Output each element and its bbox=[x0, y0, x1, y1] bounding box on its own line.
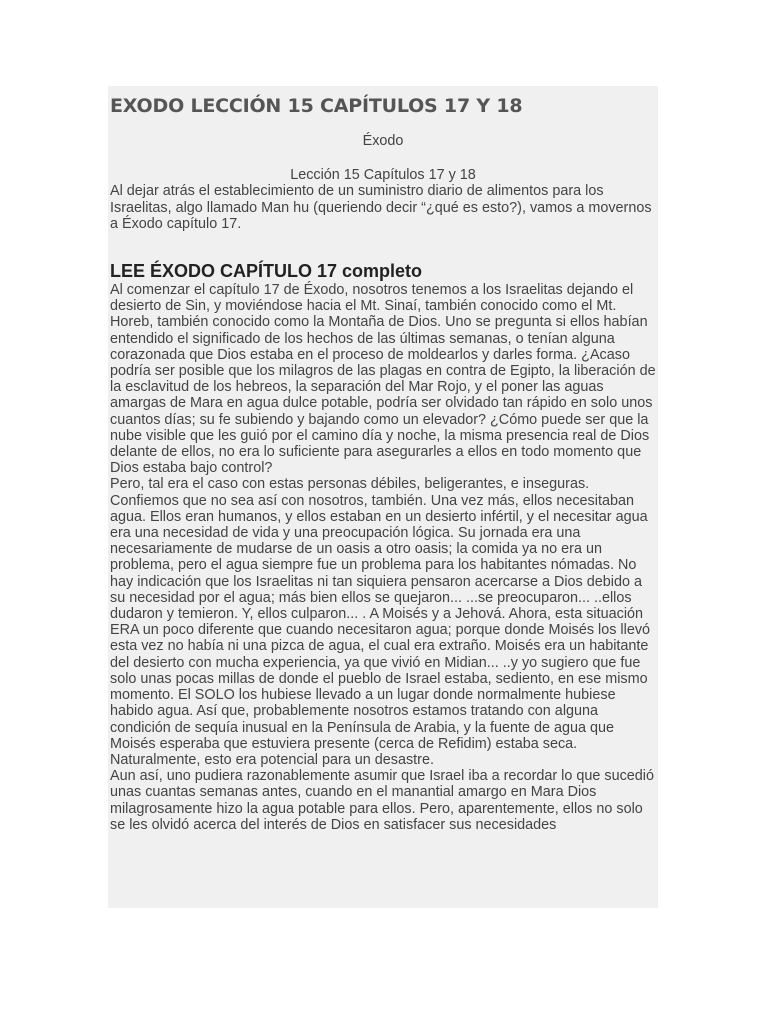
document-title: EXODO LECCIÓN 15 CAPÍTULOS 17 Y 18 bbox=[110, 95, 523, 117]
document-page bbox=[108, 86, 658, 908]
document-content bbox=[108, 86, 658, 833]
section-heading: LEE ÉXODO CAPÍTULO 17 completo bbox=[110, 261, 423, 282]
body-paragraph: Al comenzar el capítulo 17 de Éxodo, nosotros tenemos a los Israelitas dejando el desierto de Sin, y moviéndose hacia el Mt. Sinaí, también conocido como el Mt. Horeb, también conocido como la Montaña de Dios. Uno se pregunta si ellos habían entendido el significado de los hechos de las últimas semanas, o tenían alguna corazonada que Dios estaba en el proceso de moldearlos y darles forma. ¿Acaso podría ser posible que los milagros de las plagas en contra de Egipto, la liberación de la esclavitud de los hebreos, la separación del Mar Rojo, y el poner las aguas amargas de Mara en agua dulce potable, podría ser olvidado tan rápido en solo unos cuantos días; su fe subiendo y bajando como un elevador? ¿Cómo puede ser que la nube visible que les guió por el camino día y noche, la misma presencia real de Dios delante de ellos, no era lo suficiente para asegurarles a ellos en todo momento que Dios estaba bajo control? bbox=[110, 282, 656, 477]
book-subtitle: Éxodo bbox=[362, 133, 404, 149]
lesson-subtitle: Lección 15 Capítulos 17 y 18 bbox=[290, 167, 476, 184]
intro-paragraph: Al dejar atrás el establecimiento de un suministro diario de alimentos para los Israelitas, algo llamado Man hu (queriendo decir “¿qué es esto?), vamos a movernos a Éxodo capítulo 17. bbox=[110, 183, 652, 232]
body-paragraph: Pero, tal era el caso con estas personas débiles, beligerantes, e inseguras. Confiemos que no sea así con nosotros, también. Una vez más, ellos necesitaban agua. Ellos eran humanos, y ellos estaban en un desierto infértil, y el necesitar agua era una necesidad de vida y una preocupación lógica. Su jornada era una necesariamente de mudarse de un oasis a otro oasis; la comida ya no era un problema, pero el agua siempre fue un problema para los habitantes nómadas. No hay indicación que los Israelitas ni tan siquiera pensaron acercarse a Dios debido a su necesidad por el agua; más bien ellos se quejaron... ...se preocuparon... ..ellos dudaron y temieron. Y, ellos culparon... . A Moisés y a Jehová. Ahora, esta situación ERA un poco diferente que cuando necesitaron agua; porque donde Moisés los llevó esta vez no había ni una pizca de agua, el cual era extraño. Moisés era un habitante del desierto con mucha experiencia, ya que vivió en Midian... ..y yo sugiero que fue solo unas pocas millas de donde el pueblo de Israel estaba, sediento, en ese mismo momento. El SOLO los hubiese llevado a un lugar donde normalmente hubiese habido agua. Así que, probablemente nosotros estamos tratando con alguna condición de sequía inusual en la Península de Arabia, y la fuente de agua que Moisés esperaba que estuviera presente (cerca de Refidim) estaba seca. Naturalmente, esto era potencial para un desastre. bbox=[110, 476, 651, 768]
body-paragraph: Aun así, uno pudiera razonablemente asumir que Israel iba a recordar lo que sucedió unas cuantas semanas antes, cuando en el manantial amargo en Mara Dios milagrosamente hizo la agua potable para ellos. Pero, aparentemente, ellos no solo se les olvidó acerca del interés de Dios en satisfacer sus necesidades bbox=[110, 768, 654, 833]
